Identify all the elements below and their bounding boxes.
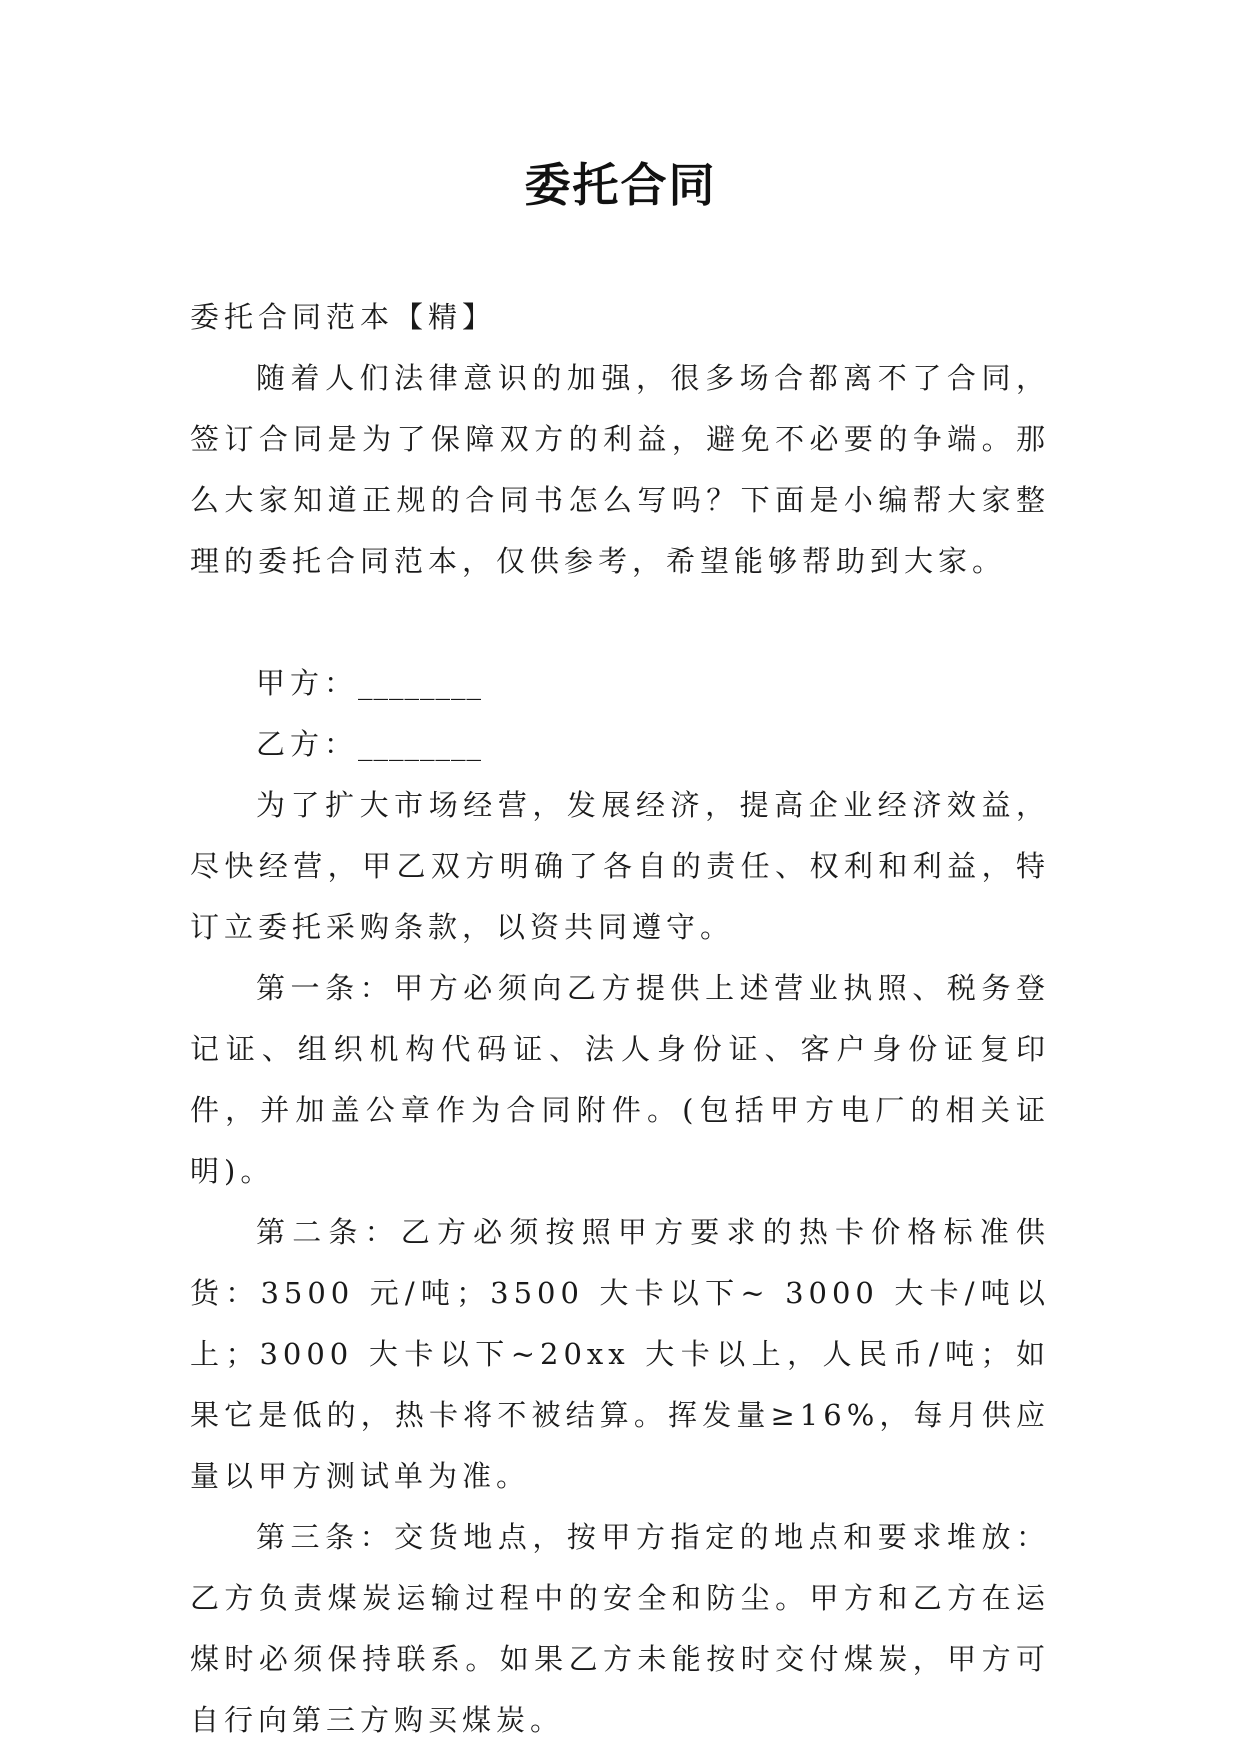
article-1-paragraph: 第一条：甲方必须向乙方提供上述营业执照、税务登记证、组织机构代码证、法人身份证、客户身份证复印件，并加盖公章作为合同附件。(包括甲方电厂的相关证明)。 [190,971,1050,1188]
paragraph-gap [190,592,1050,653]
document-body [190,287,1050,1751]
document-subtitle: 委托合同范本【精】 [190,300,497,334]
preamble-paragraph: 为了扩大市场经营，发展经济，提高企业经济效益，尽快经营，甲乙双方明确了各自的责任、权利和利益，特订立委托采购条款，以资共同遵守。 [190,788,1050,944]
party-b-line [190,714,1050,775]
party-b-label: 乙方： [256,727,359,761]
article-3-paragraph: 第三条：交货地点，按甲方指定的地点和要求堆放：乙方负责煤炭运输过程中的安全和防尘。甲方和乙方在运煤时必须保持联系。如果乙方未能按时交付煤炭，甲方可自行向第三方购买煤炭。 [190,1520,1050,1737]
party-a-blank: ________ [358,666,483,700]
party-a-line [190,653,1050,714]
document-title: 委托合同 [524,158,717,212]
intro-paragraph: 随着人们法律意识的加强，很多场合都离不了合同，签订合同是为了保障双方的利益，避免不必要的争端。那么大家知道正规的合同书怎么写吗？下面是小编帮大家整理的委托合同范本，仅供参考，希望能够帮助到大家。 [190,361,1050,578]
party-b-blank: ________ [358,727,483,761]
party-a-label: 甲方： [256,666,359,700]
article-2-paragraph: 第二条：乙方必须按照甲方要求的热卡价格标准供货：3500 元/吨；3500 大卡以下~ 3000 大卡/吨以上；3000 大卡以下~20xx 大卡以上，人民币/吨；如果它是低的，热卡将不被结算。挥发量≥16%，每月供应量以甲方测试单为准。 [190,1215,1050,1493]
